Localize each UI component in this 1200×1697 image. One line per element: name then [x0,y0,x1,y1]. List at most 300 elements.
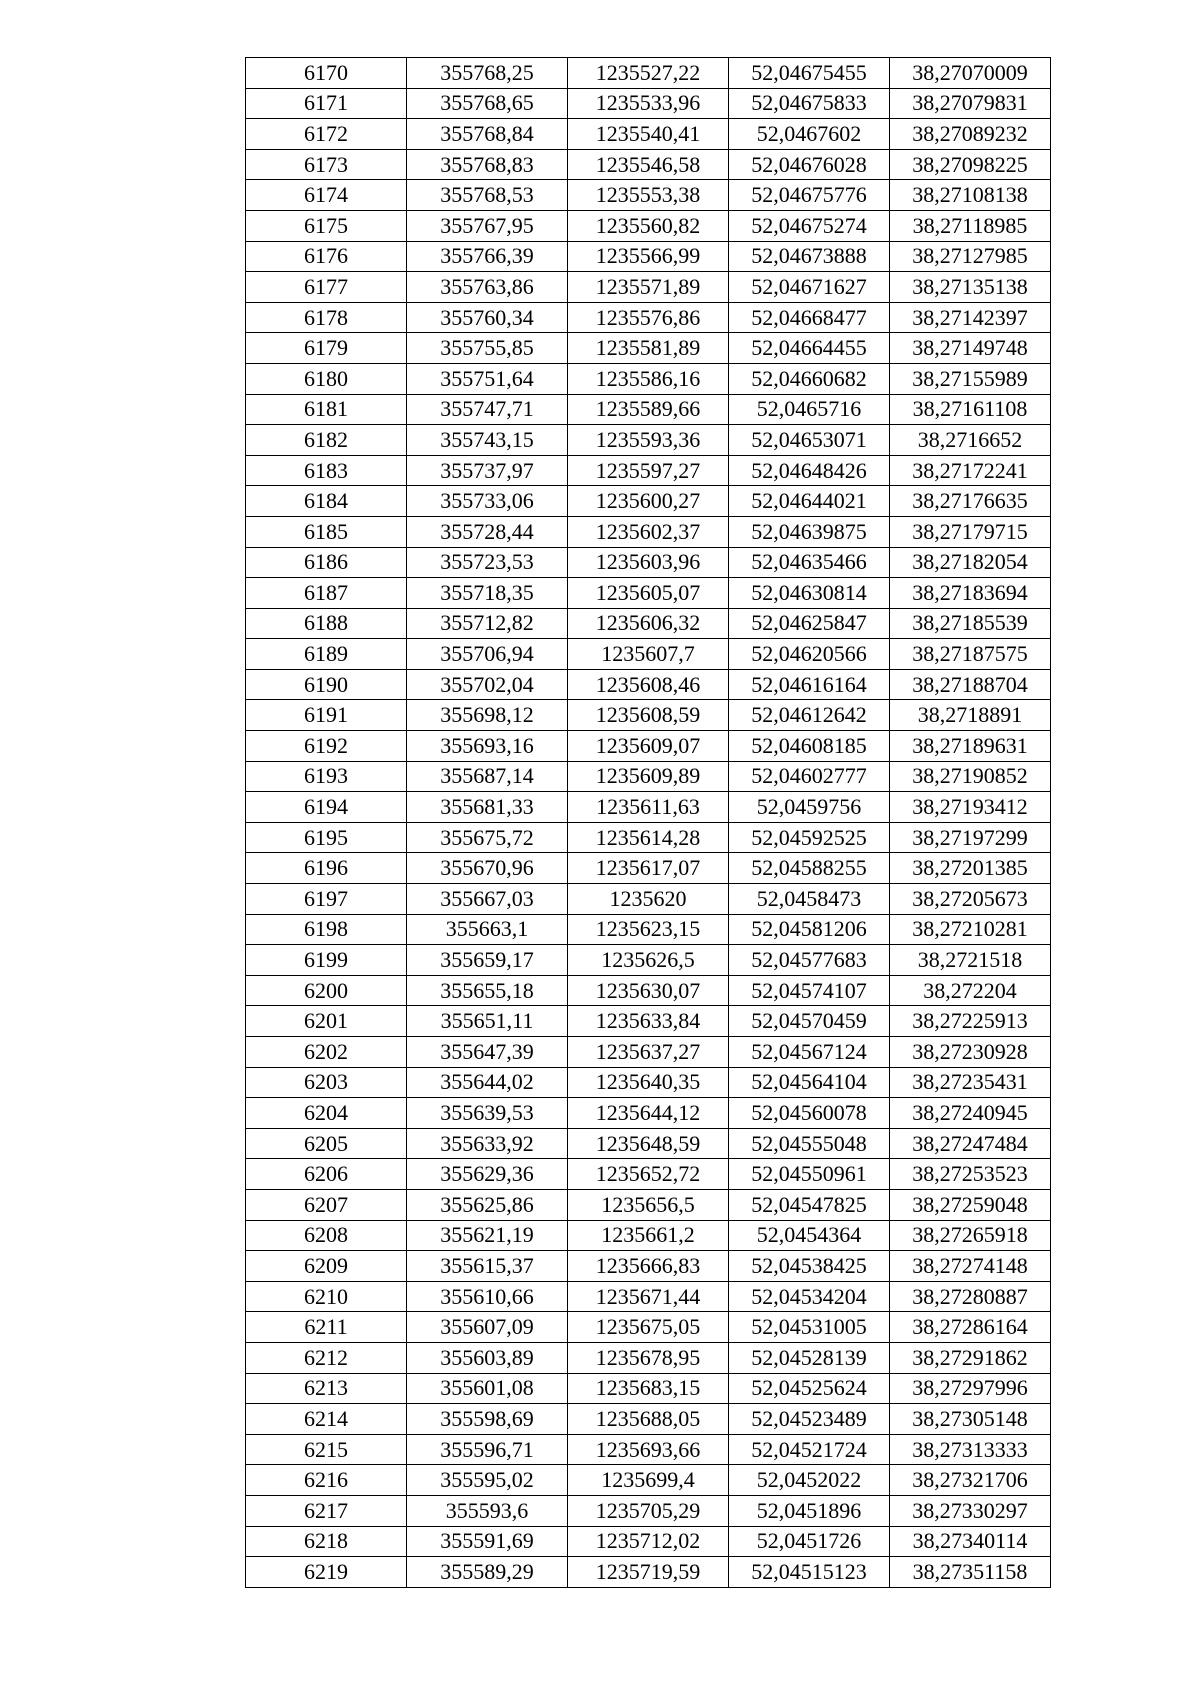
x-coordinate-cell: 355647,39 [407,1037,568,1068]
table-row [246,547,1051,578]
x-coordinate-cell: 355768,84 [407,119,568,150]
x-coordinate-cell: 355768,83 [407,149,568,180]
latitude-cell: 52,04625847 [729,608,890,639]
point-number-cell: 6175 [246,210,407,241]
x-coordinate-cell: 355712,82 [407,608,568,639]
point-number-cell: 6189 [246,639,407,670]
latitude-cell: 52,04635466 [729,547,890,578]
table-row [246,1404,1051,1435]
y-coordinate-cell: 1235533,96 [568,88,729,119]
latitude-cell: 52,04675455 [729,58,890,89]
x-coordinate-cell: 355659,17 [407,945,568,976]
longitude-cell: 38,27305148 [890,1404,1051,1435]
point-number-cell: 6182 [246,425,407,456]
x-coordinate-cell: 355768,25 [407,58,568,89]
y-coordinate-cell: 1235597,27 [568,455,729,486]
y-coordinate-cell: 1235606,32 [568,608,729,639]
point-number-cell: 6196 [246,853,407,884]
point-number-cell: 6208 [246,1220,407,1251]
longitude-cell: 38,27297996 [890,1373,1051,1404]
longitude-cell: 38,27259048 [890,1189,1051,1220]
latitude-cell: 52,0459756 [729,792,890,823]
x-coordinate-cell: 355595,02 [407,1465,568,1496]
y-coordinate-cell: 1235644,12 [568,1098,729,1129]
x-coordinate-cell: 355681,33 [407,792,568,823]
x-coordinate-cell: 355698,12 [407,700,568,731]
point-number-cell: 6188 [246,608,407,639]
x-coordinate-cell: 355610,66 [407,1281,568,1312]
longitude-cell: 38,27205673 [890,884,1051,915]
point-number-cell: 6202 [246,1037,407,1068]
table-row [246,180,1051,211]
table-row [246,1220,1051,1251]
point-number-cell: 6177 [246,272,407,303]
point-number-cell: 6197 [246,884,407,915]
table-row [246,486,1051,517]
longitude-cell: 38,27265918 [890,1220,1051,1251]
point-number-cell: 6198 [246,914,407,945]
x-coordinate-cell: 355723,53 [407,547,568,578]
y-coordinate-cell: 1235614,28 [568,822,729,853]
table-row [246,455,1051,486]
table-row [246,700,1051,731]
longitude-cell: 38,27247484 [890,1128,1051,1159]
table-row [246,1465,1051,1496]
point-number-cell: 6172 [246,119,407,150]
longitude-cell: 38,27240945 [890,1098,1051,1129]
y-coordinate-cell: 1235652,72 [568,1159,729,1190]
x-coordinate-cell: 355625,86 [407,1189,568,1220]
point-number-cell: 6184 [246,486,407,517]
table-row [246,1526,1051,1557]
latitude-cell: 52,04560078 [729,1098,890,1129]
point-number-cell: 6186 [246,547,407,578]
latitude-cell: 52,04534204 [729,1281,890,1312]
point-number-cell: 6219 [246,1557,407,1588]
table-row [246,58,1051,89]
table-row [246,1037,1051,1068]
latitude-cell: 52,04648426 [729,455,890,486]
latitude-cell: 52,04538425 [729,1251,890,1282]
point-number-cell: 6195 [246,822,407,853]
point-number-cell: 6203 [246,1067,407,1098]
table-row [246,241,1051,272]
y-coordinate-cell: 1235705,29 [568,1495,729,1526]
point-number-cell: 6191 [246,700,407,731]
x-coordinate-cell: 355601,08 [407,1373,568,1404]
latitude-cell: 52,04592525 [729,822,890,853]
longitude-cell: 38,27225913 [890,1006,1051,1037]
longitude-cell: 38,27079831 [890,88,1051,119]
longitude-cell: 38,27183694 [890,578,1051,609]
longitude-cell: 38,27210281 [890,914,1051,945]
point-number-cell: 6212 [246,1342,407,1373]
x-coordinate-cell: 355766,39 [407,241,568,272]
longitude-cell: 38,27188704 [890,669,1051,700]
y-coordinate-cell: 1235640,35 [568,1067,729,1098]
table-row [246,1067,1051,1098]
table-row [246,1342,1051,1373]
table-row [246,578,1051,609]
longitude-cell: 38,27089232 [890,119,1051,150]
point-number-cell: 6207 [246,1189,407,1220]
latitude-cell: 52,04653071 [729,425,890,456]
y-coordinate-cell: 1235609,07 [568,731,729,762]
x-coordinate-cell: 355651,11 [407,1006,568,1037]
x-coordinate-cell: 355621,19 [407,1220,568,1251]
latitude-cell: 52,04564104 [729,1067,890,1098]
point-number-cell: 6171 [246,88,407,119]
y-coordinate-cell: 1235656,5 [568,1189,729,1220]
x-coordinate-cell: 355607,09 [407,1312,568,1343]
latitude-cell: 52,04612642 [729,700,890,731]
x-coordinate-cell: 355615,37 [407,1251,568,1282]
point-number-cell: 6209 [246,1251,407,1282]
x-coordinate-cell: 355670,96 [407,853,568,884]
table-row [246,945,1051,976]
longitude-cell: 38,27070009 [890,58,1051,89]
point-number-cell: 6216 [246,1465,407,1496]
x-coordinate-cell: 355655,18 [407,975,568,1006]
latitude-cell: 52,04676028 [729,149,890,180]
y-coordinate-cell: 1235553,38 [568,180,729,211]
table-row [246,1159,1051,1190]
latitude-cell: 52,04664455 [729,333,890,364]
table-row [246,884,1051,915]
latitude-cell: 52,0465716 [729,394,890,425]
longitude-cell: 38,2718891 [890,700,1051,731]
point-number-cell: 6185 [246,516,407,547]
longitude-cell: 38,2716652 [890,425,1051,456]
x-coordinate-cell: 355718,35 [407,578,568,609]
x-coordinate-cell: 355737,97 [407,455,568,486]
point-number-cell: 6213 [246,1373,407,1404]
y-coordinate-cell: 1235630,07 [568,975,729,1006]
latitude-cell: 52,0451726 [729,1526,890,1557]
x-coordinate-cell: 355644,02 [407,1067,568,1098]
table-row [246,1098,1051,1129]
latitude-cell: 52,04671627 [729,272,890,303]
y-coordinate-cell: 1235617,07 [568,853,729,884]
table-row [246,1312,1051,1343]
longitude-cell: 38,27330297 [890,1495,1051,1526]
point-number-cell: 6183 [246,455,407,486]
x-coordinate-cell: 355591,69 [407,1526,568,1557]
longitude-cell: 38,27187575 [890,639,1051,670]
longitude-cell: 38,27201385 [890,853,1051,884]
y-coordinate-cell: 1235608,46 [568,669,729,700]
longitude-cell: 38,27179715 [890,516,1051,547]
table-row [246,914,1051,945]
point-number-cell: 6205 [246,1128,407,1159]
y-coordinate-cell: 1235620 [568,884,729,915]
x-coordinate-cell: 355767,95 [407,210,568,241]
longitude-cell: 38,27193412 [890,792,1051,823]
table-row [246,731,1051,762]
y-coordinate-cell: 1235637,27 [568,1037,729,1068]
latitude-cell: 52,04588255 [729,853,890,884]
latitude-cell: 52,04630814 [729,578,890,609]
longitude-cell: 38,27155989 [890,363,1051,394]
table-row [246,272,1051,303]
latitude-cell: 52,04644021 [729,486,890,517]
latitude-cell: 52,04675776 [729,180,890,211]
point-number-cell: 6178 [246,302,407,333]
latitude-cell: 52,0458473 [729,884,890,915]
point-number-cell: 6190 [246,669,407,700]
x-coordinate-cell: 355633,92 [407,1128,568,1159]
y-coordinate-cell: 1235633,84 [568,1006,729,1037]
longitude-cell: 38,27286164 [890,1312,1051,1343]
x-coordinate-cell: 355755,85 [407,333,568,364]
longitude-cell: 38,2721518 [890,945,1051,976]
table-row [246,1281,1051,1312]
x-coordinate-cell: 355629,36 [407,1159,568,1190]
y-coordinate-cell: 1235609,89 [568,761,729,792]
point-number-cell: 6210 [246,1281,407,1312]
latitude-cell: 52,04675274 [729,210,890,241]
latitude-cell: 52,04620566 [729,639,890,670]
longitude-cell: 38,27161108 [890,394,1051,425]
table-row [246,853,1051,884]
latitude-cell: 52,04547825 [729,1189,890,1220]
table-row [246,1128,1051,1159]
x-coordinate-cell: 355768,65 [407,88,568,119]
longitude-cell: 38,27118985 [890,210,1051,241]
point-number-cell: 6214 [246,1404,407,1435]
y-coordinate-cell: 1235712,02 [568,1526,729,1557]
x-coordinate-cell: 355763,86 [407,272,568,303]
point-number-cell: 6176 [246,241,407,272]
longitude-cell: 38,27321706 [890,1465,1051,1496]
x-coordinate-cell: 355760,34 [407,302,568,333]
longitude-cell: 38,27108138 [890,180,1051,211]
y-coordinate-cell: 1235560,82 [568,210,729,241]
table-row [246,975,1051,1006]
longitude-cell: 38,27280887 [890,1281,1051,1312]
coordinates-table-body [246,58,1051,1588]
point-number-cell: 6179 [246,333,407,364]
x-coordinate-cell: 355747,71 [407,394,568,425]
table-row [246,333,1051,364]
y-coordinate-cell: 1235671,44 [568,1281,729,1312]
table-row [246,88,1051,119]
x-coordinate-cell: 355663,1 [407,914,568,945]
coordinates-table [245,57,1051,1588]
y-coordinate-cell: 1235546,58 [568,149,729,180]
latitude-cell: 52,04602777 [729,761,890,792]
y-coordinate-cell: 1235576,86 [568,302,729,333]
point-number-cell: 6217 [246,1495,407,1526]
x-coordinate-cell: 355687,14 [407,761,568,792]
table-row [246,210,1051,241]
point-number-cell: 6170 [246,58,407,89]
x-coordinate-cell: 355751,64 [407,363,568,394]
longitude-cell: 38,27274148 [890,1251,1051,1282]
x-coordinate-cell: 355693,16 [407,731,568,762]
point-number-cell: 6181 [246,394,407,425]
y-coordinate-cell: 1235683,15 [568,1373,729,1404]
latitude-cell: 52,04673888 [729,241,890,272]
longitude-cell: 38,27235431 [890,1067,1051,1098]
longitude-cell: 38,27172241 [890,455,1051,486]
table-row [246,516,1051,547]
latitude-cell: 52,04531005 [729,1312,890,1343]
latitude-cell: 52,04660682 [729,363,890,394]
x-coordinate-cell: 355768,53 [407,180,568,211]
y-coordinate-cell: 1235593,36 [568,425,729,456]
latitude-cell: 52,04608185 [729,731,890,762]
latitude-cell: 52,04525624 [729,1373,890,1404]
y-coordinate-cell: 1235581,89 [568,333,729,364]
longitude-cell: 38,27291862 [890,1342,1051,1373]
latitude-cell: 52,0452022 [729,1465,890,1496]
point-number-cell: 6193 [246,761,407,792]
point-number-cell: 6173 [246,149,407,180]
latitude-cell: 52,04521724 [729,1434,890,1465]
point-number-cell: 6200 [246,975,407,1006]
x-coordinate-cell: 355596,71 [407,1434,568,1465]
point-number-cell: 6201 [246,1006,407,1037]
x-coordinate-cell: 355728,44 [407,516,568,547]
x-coordinate-cell: 355702,04 [407,669,568,700]
y-coordinate-cell: 1235605,07 [568,578,729,609]
point-number-cell: 6215 [246,1434,407,1465]
point-number-cell: 6218 [246,1526,407,1557]
table-row [246,1373,1051,1404]
table-row [246,302,1051,333]
y-coordinate-cell: 1235699,4 [568,1465,729,1496]
longitude-cell: 38,27313333 [890,1434,1051,1465]
latitude-cell: 52,04675833 [729,88,890,119]
y-coordinate-cell: 1235675,05 [568,1312,729,1343]
point-number-cell: 6174 [246,180,407,211]
y-coordinate-cell: 1235611,63 [568,792,729,823]
latitude-cell: 52,0454364 [729,1220,890,1251]
table-row [246,1006,1051,1037]
table-row [246,425,1051,456]
latitude-cell: 52,04528139 [729,1342,890,1373]
y-coordinate-cell: 1235608,59 [568,700,729,731]
y-coordinate-cell: 1235527,22 [568,58,729,89]
y-coordinate-cell: 1235688,05 [568,1404,729,1435]
longitude-cell: 38,27098225 [890,149,1051,180]
table-row [246,1557,1051,1588]
y-coordinate-cell: 1235600,27 [568,486,729,517]
point-number-cell: 6180 [246,363,407,394]
y-coordinate-cell: 1235589,66 [568,394,729,425]
table-row [246,149,1051,180]
longitude-cell: 38,27185539 [890,608,1051,639]
x-coordinate-cell: 355675,72 [407,822,568,853]
point-number-cell: 6194 [246,792,407,823]
y-coordinate-cell: 1235602,37 [568,516,729,547]
point-number-cell: 6192 [246,731,407,762]
x-coordinate-cell: 355589,29 [407,1557,568,1588]
table-row [246,822,1051,853]
longitude-cell: 38,27142397 [890,302,1051,333]
y-coordinate-cell: 1235666,83 [568,1251,729,1282]
table-row [246,761,1051,792]
y-coordinate-cell: 1235678,95 [568,1342,729,1373]
longitude-cell: 38,27149748 [890,333,1051,364]
y-coordinate-cell: 1235623,15 [568,914,729,945]
y-coordinate-cell: 1235571,89 [568,272,729,303]
y-coordinate-cell: 1235566,99 [568,241,729,272]
latitude-cell: 52,04570459 [729,1006,890,1037]
y-coordinate-cell: 1235648,59 [568,1128,729,1159]
point-number-cell: 6211 [246,1312,407,1343]
longitude-cell: 38,27127985 [890,241,1051,272]
longitude-cell: 38,27253523 [890,1159,1051,1190]
y-coordinate-cell: 1235661,2 [568,1220,729,1251]
longitude-cell: 38,27182054 [890,547,1051,578]
x-coordinate-cell: 355593,6 [407,1495,568,1526]
y-coordinate-cell: 1235540,41 [568,119,729,150]
longitude-cell: 38,27135138 [890,272,1051,303]
point-number-cell: 6206 [246,1159,407,1190]
x-coordinate-cell: 355733,06 [407,486,568,517]
longitude-cell: 38,27340114 [890,1526,1051,1557]
latitude-cell: 52,0451896 [729,1495,890,1526]
latitude-cell: 52,04567124 [729,1037,890,1068]
latitude-cell: 52,04574107 [729,975,890,1006]
latitude-cell: 52,04577683 [729,945,890,976]
table-row [246,639,1051,670]
longitude-cell: 38,27197299 [890,822,1051,853]
table-row [246,608,1051,639]
table-row [246,1189,1051,1220]
y-coordinate-cell: 1235586,16 [568,363,729,394]
longitude-cell: 38,272204 [890,975,1051,1006]
latitude-cell: 52,0467602 [729,119,890,150]
y-coordinate-cell: 1235693,66 [568,1434,729,1465]
y-coordinate-cell: 1235603,96 [568,547,729,578]
longitude-cell: 38,27230928 [890,1037,1051,1068]
x-coordinate-cell: 355598,69 [407,1404,568,1435]
x-coordinate-cell: 355603,89 [407,1342,568,1373]
latitude-cell: 52,04616164 [729,669,890,700]
y-coordinate-cell: 1235719,59 [568,1557,729,1588]
x-coordinate-cell: 355706,94 [407,639,568,670]
table-row [246,669,1051,700]
x-coordinate-cell: 355667,03 [407,884,568,915]
latitude-cell: 52,04668477 [729,302,890,333]
table-row [246,394,1051,425]
longitude-cell: 38,27189631 [890,731,1051,762]
longitude-cell: 38,27190852 [890,761,1051,792]
y-coordinate-cell: 1235607,7 [568,639,729,670]
latitude-cell: 52,04555048 [729,1128,890,1159]
latitude-cell: 52,04523489 [729,1404,890,1435]
latitude-cell: 52,04515123 [729,1557,890,1588]
y-coordinate-cell: 1235626,5 [568,945,729,976]
point-number-cell: 6199 [246,945,407,976]
point-number-cell: 6187 [246,578,407,609]
table-row [246,1434,1051,1465]
longitude-cell: 38,27176635 [890,486,1051,517]
x-coordinate-cell: 355639,53 [407,1098,568,1129]
latitude-cell: 52,04639875 [729,516,890,547]
table-row [246,119,1051,150]
latitude-cell: 52,04581206 [729,914,890,945]
table-row [246,363,1051,394]
x-coordinate-cell: 355743,15 [407,425,568,456]
table-row [246,792,1051,823]
point-number-cell: 6204 [246,1098,407,1129]
table-row [246,1251,1051,1282]
longitude-cell: 38,27351158 [890,1557,1051,1588]
